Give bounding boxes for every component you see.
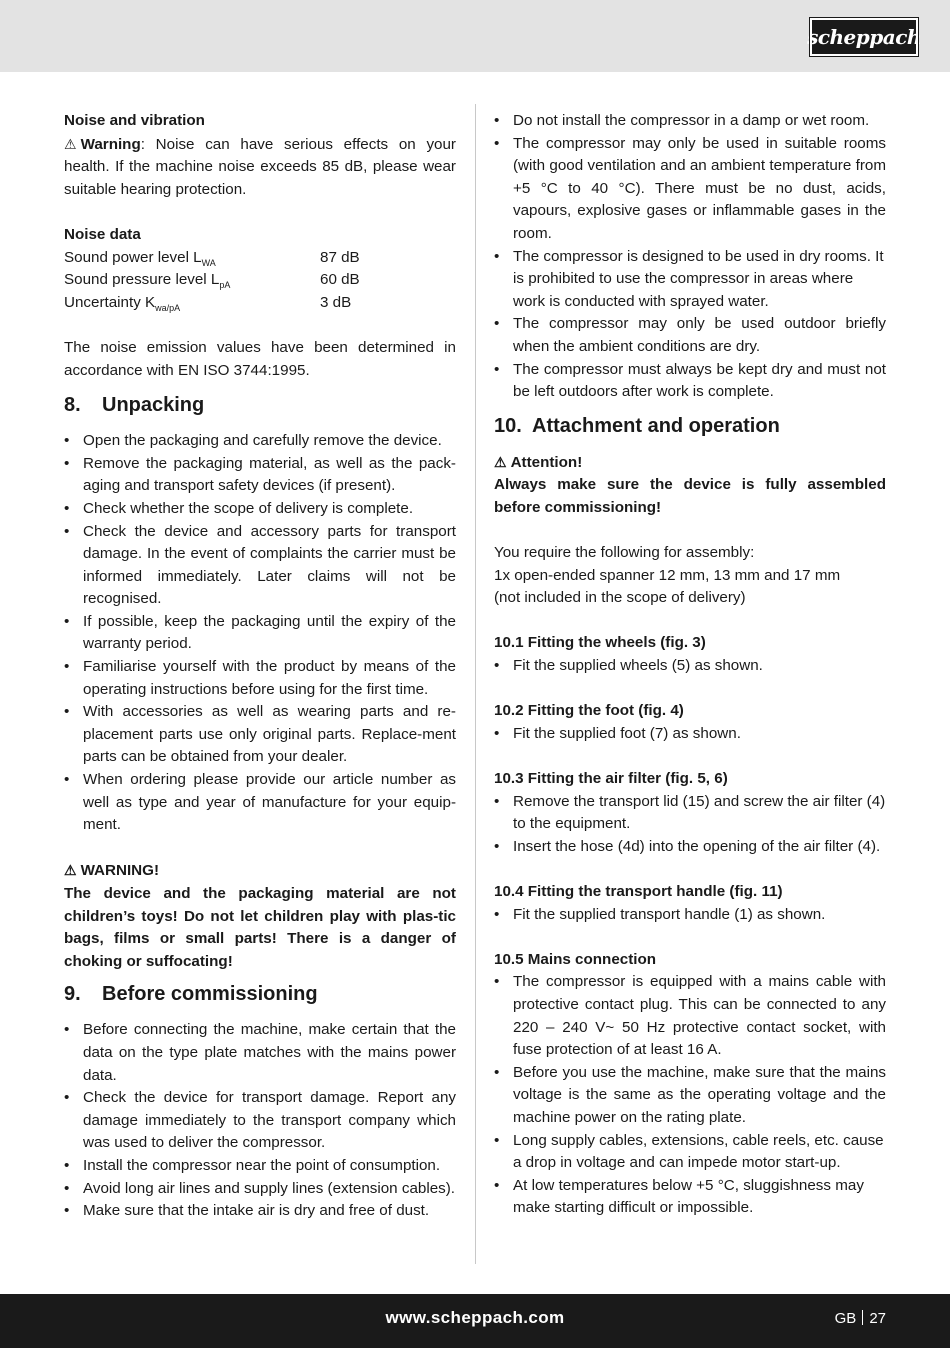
list-item: • With accessories as well as wearing parts and re-placement parts use only original parts. Replace-ment parts can be obtained from your dealer. [64,701,456,769]
list-item: • Install the compressor near the point of consumption. [64,1155,456,1178]
right-column [494,110,886,1220]
header-bar [0,0,950,72]
s104-list [494,904,886,927]
s105-list [494,971,886,1220]
require-text: 1x open-ended spanner 12 mm, 13 mm and 17 mm [494,566,841,584]
list-item: • Familiarise yourself with the product by means of the operating instructions before using for the first time. [64,656,456,701]
subsection-heading: 10.5 Mains connection [494,950,657,968]
attention-text: Always make sure the device is fully assembled before commissioning! [494,476,886,516]
list-item: • The compressor is designed to be used in dry rooms. It is prohibited to use the compressor in areas where work is conducted with sprayed water. [494,246,886,314]
list-item: • Avoid long air lines and supply lines (extension cables). [64,1178,456,1201]
list-item: • Check the device for transport damage. Report any damage immediately to the transport company which was used to deliver the compressor. [64,1087,456,1155]
list-item: • Before you use the machine, make sure that the mains voltage is the same as the operating voltage and the machine power on the rating plate. [494,1062,886,1130]
noise-row: Uncertainty $K_{wa/pA}$ 3 dB [64,293,352,313]
warning-triangle-icon: ⚠ [494,453,507,470]
list-item: • Check the device and accessory parts for transport damage. In the event of complaints the carrier must be informed immediately. Later claims will not be recognised. [64,521,456,611]
list-item: • Remove the transport lid (15) and screw the air filter (4) to the equipment. [494,791,886,836]
footer-bar [0,1294,950,1348]
list-item: • Make sure that the intake air is dry and free of dust. [64,1200,456,1223]
left-column [64,110,456,1223]
section-heading-unpacking: 8. Unpacking [64,394,205,417]
section-heading-before-commissioning: 9. Before commissioning [64,983,318,1006]
s103-list [494,791,886,859]
attention-heading: ⚠ Attention! [494,451,886,475]
list-item: • The compressor is equipped with a mains cable with protective contact plug. This can be connected to any 220 – 240 V~ 50 Hz protective contact socket, with fuse protection of at least 16 A. [494,971,886,1061]
list-item: • Open the packaging and carefully remove the device. [64,430,456,453]
list-item: • When ordering please provide our article number as well as type and year of manufacture for your equip-ment. [64,769,456,837]
warning-heading: ⚠ WARNING! [64,859,456,883]
footer-url[interactable]: www.scheppach.com [385,1308,565,1327]
subsection-heading: 10.3 Fitting the air filter (fig. 5, 6) [494,770,728,788]
noise-table [64,247,456,315]
require-text: (not included in the scope of delivery) [494,589,746,607]
s101-list [494,655,886,678]
list-item: • The compressor must always be kept dry and must not be left outdoors after work is complete. [494,359,886,404]
list-item: • At low temperatures below +5 °C, sluggishness may make starting difficult or impossible. [494,1175,886,1220]
list-item: • Fit the supplied transport handle (1) as shown. [494,904,886,927]
list-item: • Fit the supplied wheels (5) as shown. [494,655,886,678]
before-list [64,1019,456,1222]
brand-logo: scheppach [810,18,918,56]
list-item: • Check whether the scope of delivery is complete. [64,498,456,521]
warning-text: The device and the packaging material are not children’s toys! Do not let children play with plas-tic bags, films or small parts! There is a danger of choking or suffocating! [64,885,456,970]
noise-row: Sound pressure level $L_{pA}$ 60 dB [64,271,360,291]
noise-title: Noise and vibration [64,112,205,129]
list-item: • If possible, keep the packaging until the expiry of the warranty period. [64,611,456,656]
list-item: • The compressor may only be used outdoor briefly when the ambient conditions are dry. [494,313,886,358]
subsection-heading: 10.2 Fitting the foot (fig. 4) [494,702,684,720]
before-list-continued [494,110,886,404]
list-item: • Before connecting the machine, make certain that the data on the type plate matches with the mains power data. [64,1019,456,1087]
noise-row: Sound power level $L_{WA}$ 87 dB [64,248,360,268]
require-text: You require the following for assembly: [494,544,755,562]
section-heading-attachment: 10. Attachment and operation [494,414,780,437]
noise-warning: ⚠ Warning: Noise can have serious effects on your health. If the machine noise exceeds 85 dB, please wear suitable hearing protection. [64,133,456,202]
warning-triangle-icon: ⚠ [64,862,77,879]
unpacking-list [64,430,456,837]
subsection-heading: 10.1 Fitting the wheels (fig. 3) [494,634,706,652]
page-number: GB 27 [834,1310,886,1327]
list-item: • Insert the hose (4d) into the opening of the air filter (4). [494,836,886,859]
warning-triangle-icon: ⚠ [64,135,77,152]
emission-text: The noise emission values have been determined in accordance with EN ISO 3744:1995. [64,338,456,379]
list-item: • Fit the supplied foot (7) as shown. [494,723,886,746]
list-item: • The compressor may only be used in suitable rooms (with good ventilation and an ambient temperature from +5 °C to 40 °C). There must be no dust, acids, vapours, explosive gases or inflammable gases in the room. [494,133,886,246]
list-item: • Long supply cables, extensions, cable reels, etc. cause a drop in voltage and can impede motor start-up. [494,1130,886,1175]
subsection-heading: 10.4 Fitting the transport handle (fig. 11) [494,883,783,900]
list-item: • Do not install the compressor in a damp or wet room. [494,110,886,133]
s102-list [494,723,886,746]
noise-data-title: Noise data [64,225,141,243]
column-divider [475,104,476,1264]
list-item: • Remove the packaging material, as well as the pack-aging and transport safety devices (if present). [64,453,456,498]
